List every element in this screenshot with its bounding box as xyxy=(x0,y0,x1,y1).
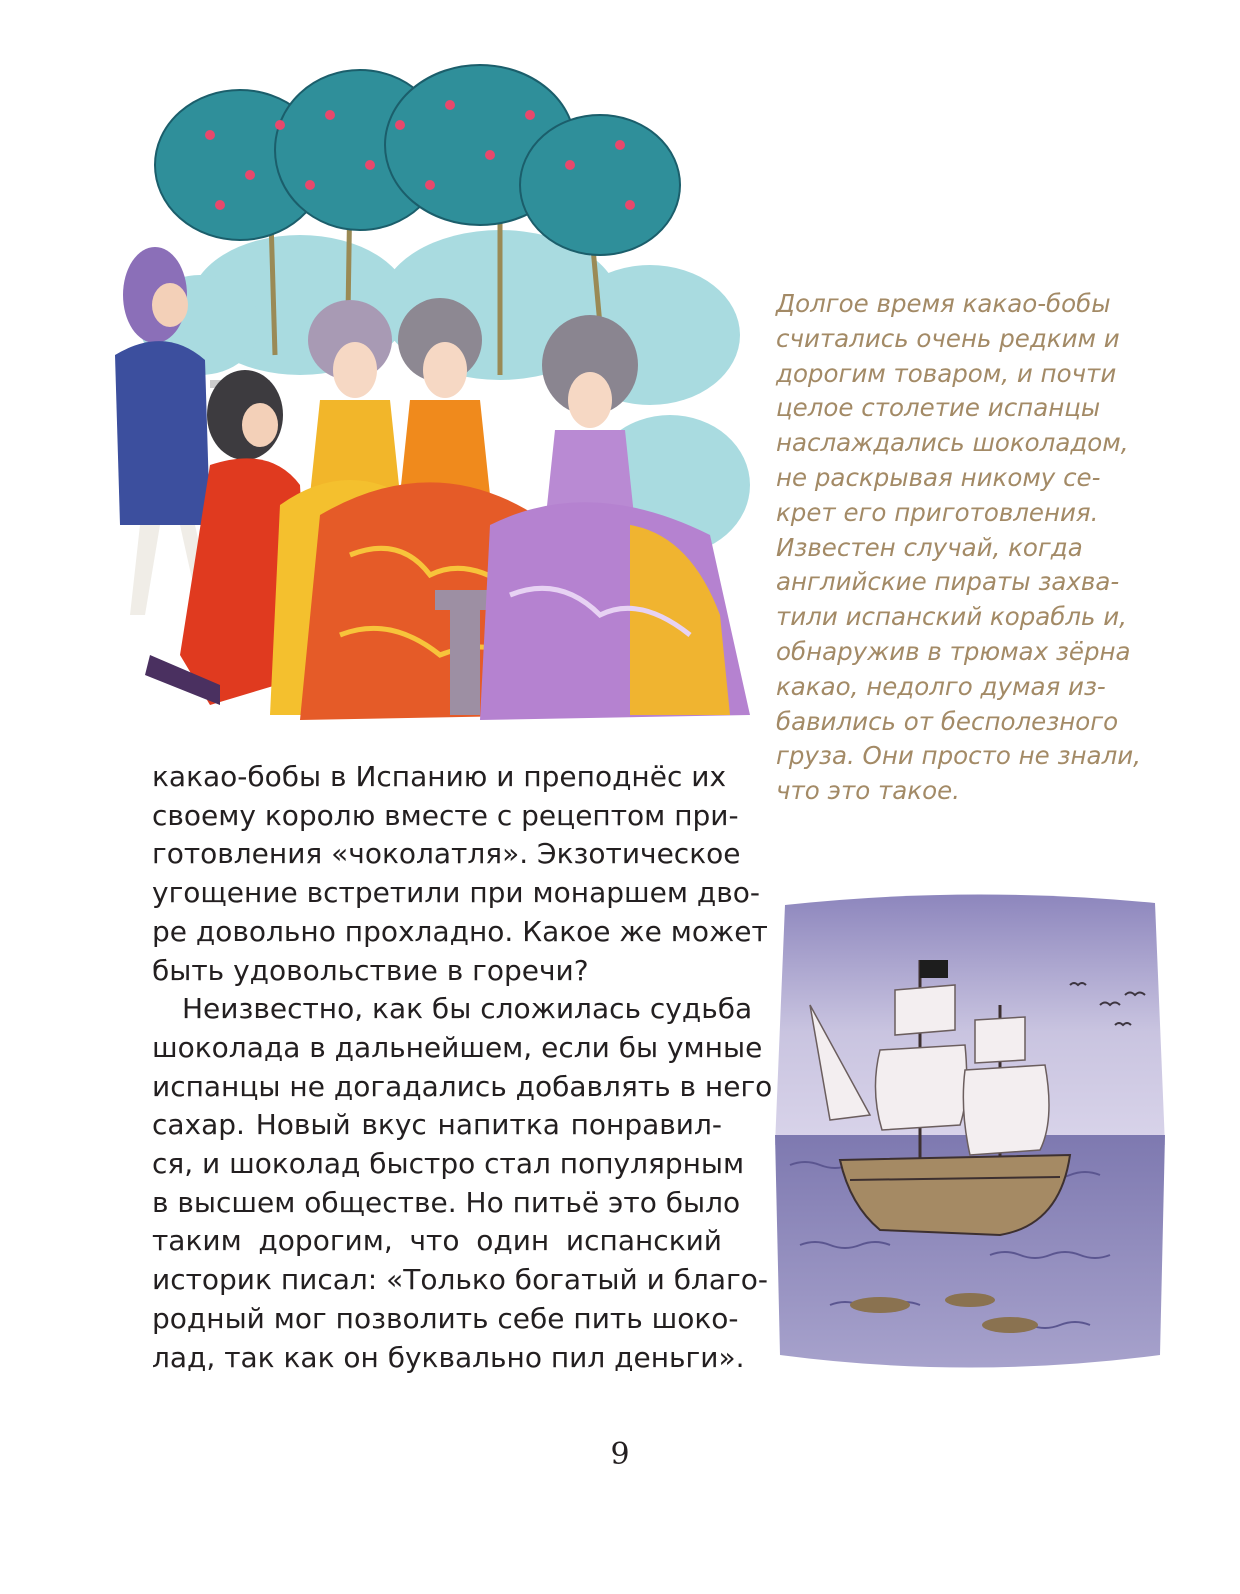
body-line: ре довольно прохладно. Какое же может xyxy=(152,914,768,948)
body-text xyxy=(152,758,773,1377)
body-line: таким дорогим, что один испанский xyxy=(152,1224,722,1258)
pirate-flag xyxy=(920,960,948,978)
sidebar-line: считались очень редким и xyxy=(776,323,1120,353)
sidebar-line: Долгое время какао-бобы xyxy=(776,289,1111,318)
sidebar-line: тили испанский корабль и, xyxy=(776,602,1127,632)
sidebar-line: обнаружив в трюмах зёрна xyxy=(776,636,1131,666)
sidebar-line: что это такое. xyxy=(776,776,960,806)
body-line: ся, и шоколад быстро стал популярным xyxy=(152,1147,745,1181)
body-line: угощение встретили при монаршем дво- xyxy=(152,876,760,910)
body-line: готовления «чоколатля». Экзотическое xyxy=(152,837,741,871)
body-line: Неизвестно, как бы сложилась судьба xyxy=(182,992,753,1026)
court-chocolate-scene-illustration xyxy=(70,55,760,745)
body-line: шоколада в дальнейшем, если бы умные xyxy=(152,1030,763,1064)
body-line: испанцы не догадались добавлять в него xyxy=(152,1069,773,1103)
sidebar-line: наслаждались шоколадом, xyxy=(776,428,1129,458)
body-line: своему королю вместе с рецептом при- xyxy=(152,798,739,832)
sidebar-line: какао, недолго думая из- xyxy=(776,671,1106,701)
sidebar-line: бавились от бесполезного xyxy=(776,706,1119,736)
body-line: сахар. Новый вкус напитка понравил- xyxy=(152,1108,722,1142)
body-line: в высшем обществе. Но питьё это было xyxy=(152,1185,741,1219)
sidebar-line: английские пираты захва- xyxy=(776,567,1120,597)
body-line: родный мог позволить себе пить шоко- xyxy=(152,1301,739,1335)
pirate-ship-illustration xyxy=(770,885,1170,1385)
sidebar-line: груза. Они просто не знали, xyxy=(776,741,1141,771)
body-line: лад, так как он буквально пил деньги». xyxy=(152,1340,745,1374)
sidebar-line: крет его приготовления. xyxy=(776,497,1099,527)
sidebar-line: не раскрывая никому се- xyxy=(776,462,1101,492)
tree-crowns xyxy=(155,65,680,255)
sidebar-note xyxy=(776,287,1156,809)
sidebar-line: дорогим товаром, и почти xyxy=(776,358,1117,388)
sidebar-line: целое столетие испанцы xyxy=(776,393,1101,423)
body-line: какао-бобы в Испанию и преподнёс их xyxy=(152,760,727,793)
body-line: быть удовольствие в горечи? xyxy=(152,953,589,987)
body-line: историк писал: «Только богатый и благо- xyxy=(152,1263,768,1297)
sidebar-line: Известен случай, когда xyxy=(776,532,1083,562)
page-number: 9 xyxy=(610,1437,630,1472)
